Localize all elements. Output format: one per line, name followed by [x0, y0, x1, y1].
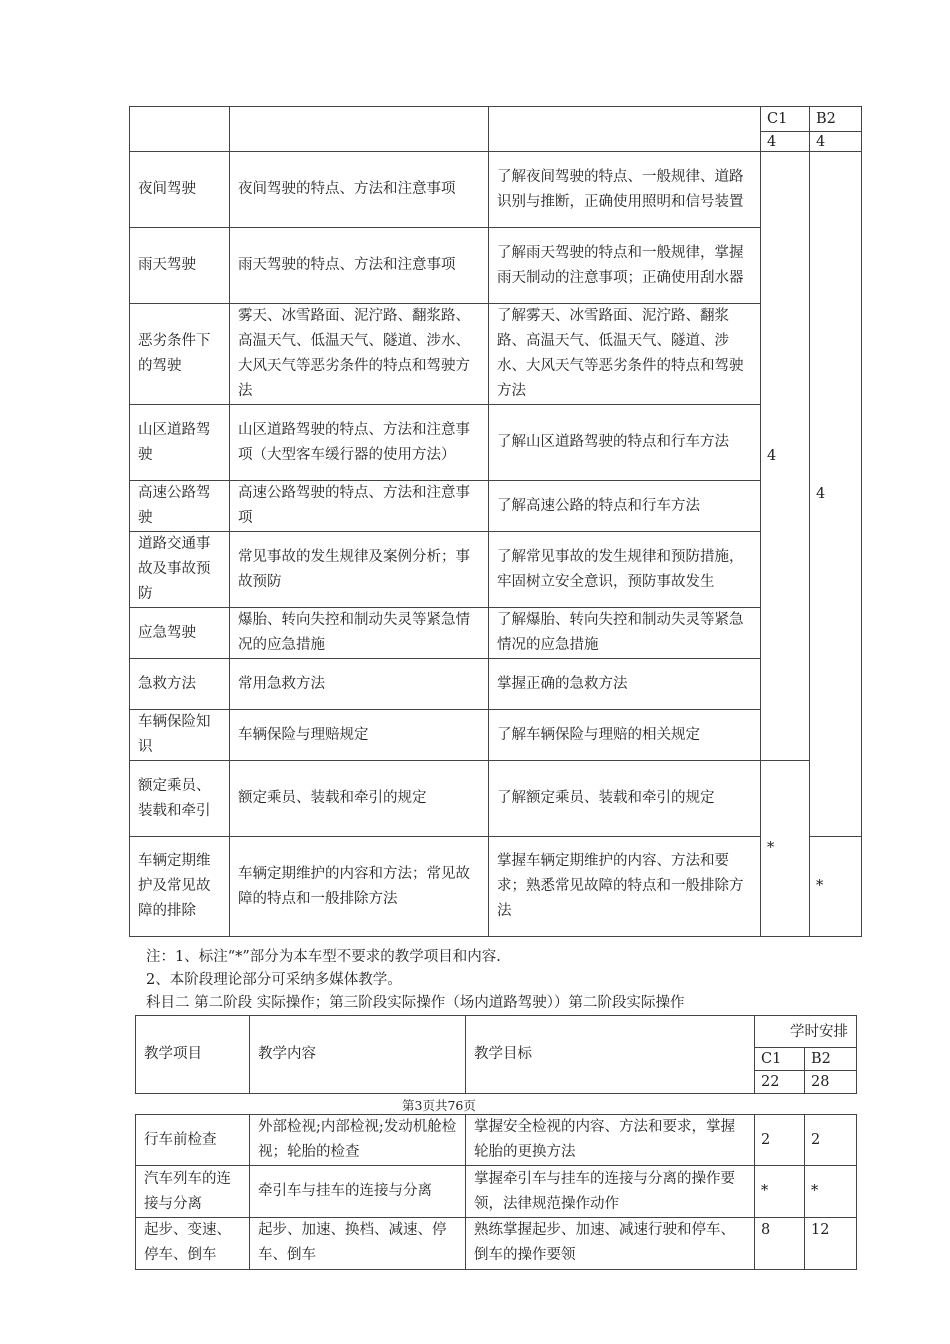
b2-merged-hours: 4 [810, 152, 862, 837]
c1-label: C1 [761, 107, 810, 132]
row-c1: 2 [755, 1115, 805, 1166]
col-hours-header: 学时安排 [755, 1016, 857, 1048]
row-content: 外部检视;内部检视;发动机舱检视；轮胎的检查 [250, 1115, 466, 1166]
row-goal: 了解雨天驾驶的特点和一般规律，掌握雨天制动的注意事项；正确使用刮水器 [489, 228, 761, 304]
row-item: 应急驾驶 [130, 608, 230, 659]
practice-table [135, 1114, 857, 1270]
practice-header-table [135, 1015, 857, 1094]
row-goal: 掌握牵引车与挂车的连接与分离的操作要领，法律规范操作动作 [466, 1166, 755, 1218]
row-b2: 2 [805, 1115, 857, 1166]
col-item-header: 教学项目 [136, 1016, 250, 1094]
row-item: 道路交通事故及事故预防 [130, 532, 230, 608]
row-content: 雾天、冰雪路面、泥泞路、翻浆路、高温天气、低温天气、隧道、涉水、大风天气等恶劣条件的特点和驾驶方法 [230, 304, 489, 405]
c1-merged-hours: 4 [761, 152, 810, 761]
row-content: 起步、加速、换档、减速、停车、倒车 [250, 1218, 466, 1270]
row-content: 爆胎、转向失控和制动失灵等紧急情况的应急措施 [230, 608, 489, 659]
row-item: 额定乘员、装载和牵引 [130, 761, 230, 837]
row-goal: 掌握车辆定期维护的内容、方法和要求；熟悉常见故障的特点和一般排除方法 [489, 837, 761, 937]
row-goal: 掌握正确的急救方法 [489, 659, 761, 710]
page-footer: 第3页共76页 [402, 1098, 476, 1113]
theory-table [129, 106, 862, 937]
row-item: 汽车列车的连接与分离 [136, 1166, 250, 1218]
row-item: 行车前检查 [136, 1115, 250, 1166]
row-goal: 掌握安全检视的内容、方法和要求，掌握轮胎的更换方法 [466, 1115, 755, 1166]
row-goal: 了解常见事故的发生规律和预防措施，牢固树立安全意识，预防事故发生 [489, 532, 761, 608]
row-content: 常用急救方法 [230, 659, 489, 710]
row-item: 山区道路驾驶 [130, 405, 230, 481]
b2-hours: 4 [810, 132, 862, 152]
row-goal: 熟练掌握起步、加速、减速行驶和停车、倒车的操作要领 [466, 1218, 755, 1270]
row-goal: 了解山区道路驾驶的特点和行车方法 [489, 405, 761, 481]
row-goal: 了解车辆保险与理赔的相关规定 [489, 710, 761, 761]
row-content: 高速公路驾驶的特点、方法和注意事项 [230, 481, 489, 532]
row-item: 急救方法 [130, 659, 230, 710]
row-item: 雨天驾驶 [130, 228, 230, 304]
c1-label: C1 [755, 1048, 805, 1071]
b2-total: 28 [805, 1071, 857, 1094]
row-goal: 了解雾天、冰雪路面、泥泞路、翻浆路、高温天气、低温天气、隧道、涉水、大风天气等恶劣条件的特点和驾驶方法 [489, 304, 761, 405]
row-goal: 了解额定乘员、装载和牵引的规定 [489, 761, 761, 837]
row-content: 车辆定期维护的内容和方法；常见故障的特点和一般排除方法 [230, 837, 489, 937]
c1-hours: 4 [761, 132, 810, 152]
row-b2: 12 [805, 1218, 857, 1270]
header-blank-content [230, 107, 489, 152]
note-line-1: 注：1、标注“*”部分为本车型不要求的教学项目和内容. [146, 949, 501, 965]
note-line-3: 科目二 第二阶段 实际操作；第三阶段实际操作（场内道路驾驶））第二阶段实际操作 [146, 995, 685, 1011]
row-item: 车辆定期维护及常见故障的排除 [130, 837, 230, 937]
note-line-2: 2、本阶段理论部分可采纳多媒体教学。 [146, 972, 402, 988]
b2-label: B2 [805, 1048, 857, 1071]
row-content: 夜间驾驶的特点、方法和注意事项 [230, 152, 489, 228]
row-content: 山区道路驾驶的特点、方法和注意事项（大型客车缓行器的使用方法） [230, 405, 489, 481]
row-item: 夜间驾驶 [130, 152, 230, 228]
b2-star: * [810, 837, 862, 937]
row-item: 恶劣条件下的驾驶 [130, 304, 230, 405]
row-item: 车辆保险知识 [130, 710, 230, 761]
row-goal: 了解爆胎、转向失控和制动失灵等紧急情况的应急措施 [489, 608, 761, 659]
row-goal: 了解高速公路的特点和行车方法 [489, 481, 761, 532]
row-content: 牵引车与挂车的连接与分离 [250, 1166, 466, 1218]
row-content: 额定乘员、装载和牵引的规定 [230, 761, 489, 837]
b2-label: B2 [810, 107, 862, 132]
header-blank-goal [489, 107, 761, 152]
row-content: 常见事故的发生规律及案例分析；事故预防 [230, 532, 489, 608]
row-item: 高速公路驾驶 [130, 481, 230, 532]
row-c1: * [755, 1166, 805, 1218]
row-c1: 8 [755, 1218, 805, 1270]
header-blank-item [130, 107, 230, 152]
c1-total: 22 [755, 1071, 805, 1094]
row-content: 车辆保险与理赔规定 [230, 710, 489, 761]
c1-star: * [761, 761, 810, 937]
col-goal-header: 教学目标 [466, 1016, 755, 1094]
col-content-header: 教学内容 [250, 1016, 466, 1094]
row-b2: * [805, 1166, 857, 1218]
row-goal: 了解夜间驾驶的特点、一般规律、道路识别与推断，正确使用照明和信号装置 [489, 152, 761, 228]
row-content: 雨天驾驶的特点、方法和注意事项 [230, 228, 489, 304]
row-item: 起步、变速、停车、倒车 [136, 1218, 250, 1270]
